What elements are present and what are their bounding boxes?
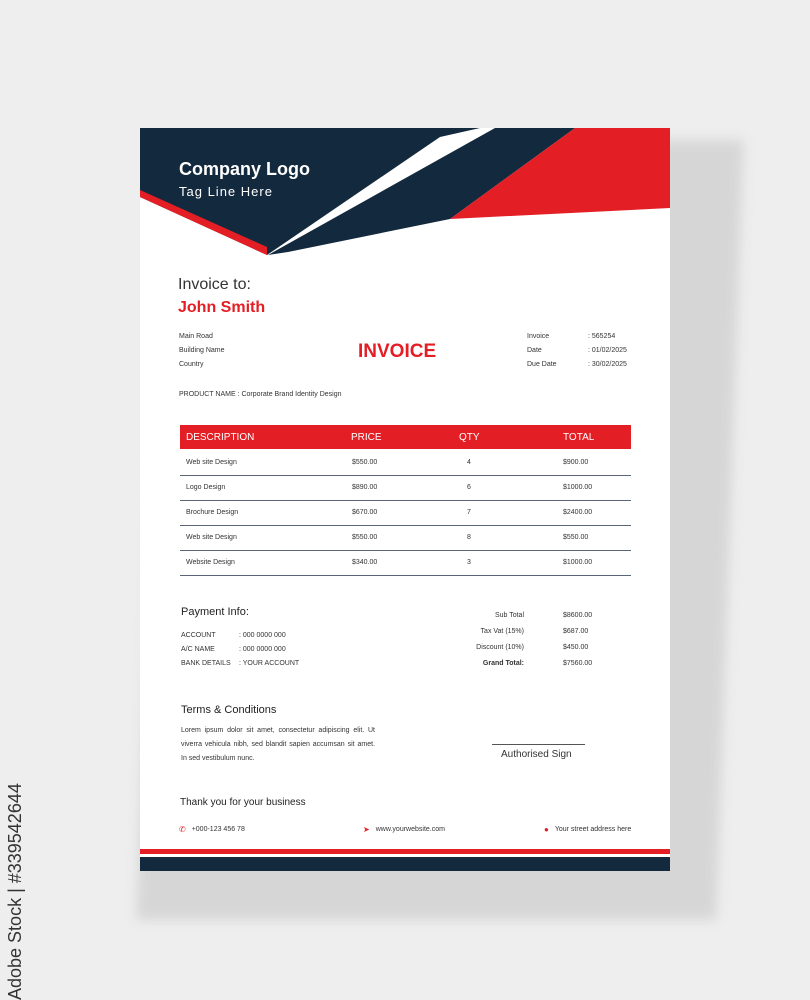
invoice-number-label: Invoice (527, 333, 550, 340)
date-label: Date (527, 347, 542, 354)
ac-name-value: : 000 0000 000 (239, 646, 286, 653)
cell-description: Website Design (186, 559, 235, 566)
footer-navy-band (140, 857, 670, 871)
phone-text: +000-123 456 78 (191, 826, 245, 833)
cell-qty: 8 (467, 534, 471, 541)
product-name: PRODUCT NAME : Corporate Brand Identity Design (179, 391, 342, 398)
terms-body: Lorem ipsum dolor sit amet, consectetur adipiscing elit. Ut viverra vehicula nibh, sed blandit sapien accumsan sit amet. In sed vestibulum nunc. (181, 727, 375, 762)
due-date-value: : 30/02/2025 (588, 361, 627, 368)
cell-description: Brochure Design (186, 509, 239, 516)
table-row (180, 500, 631, 526)
footer-website (363, 825, 445, 834)
address-line: Building Name (179, 347, 225, 354)
terms-title: Terms & Conditions (181, 704, 277, 716)
grand-total-value: $7560.00 (563, 660, 593, 667)
grand-total-label: Grand Total: (482, 660, 524, 667)
invoice-title: INVOICE (358, 341, 437, 362)
cell-price: $890.00 (352, 484, 378, 491)
stock-id-watermark: Adobe Stock | #339542644 (5, 783, 25, 1000)
bank-details-label: BANK DETAILS (181, 660, 231, 667)
address-line: Country (179, 361, 204, 368)
invoice-to-label: Invoice to: (178, 276, 251, 293)
thank-you-note: Thank you for your business (180, 797, 306, 808)
discount-label: Discount (10%) (476, 644, 524, 651)
cell-price: $550.00 (352, 459, 378, 466)
header-description: DESCRIPTION (186, 432, 255, 443)
cell-price: $550.00 (352, 534, 378, 541)
cell-qty: 7 (467, 509, 471, 516)
address-text: Your street address here (554, 826, 632, 833)
company-logo: Company Logo (179, 159, 310, 179)
date-value: : 01/02/2025 (588, 347, 627, 354)
cell-total: $900.00 (563, 459, 589, 466)
due-date-label: Due Date (527, 361, 557, 368)
cell-total: $550.00 (563, 534, 589, 541)
cell-description: Logo Design (186, 484, 226, 491)
location-pin-icon: ● (544, 825, 549, 834)
cell-description: Web site Design (186, 459, 237, 466)
send-icon: ➤ (363, 825, 370, 834)
subtotal-value: $8600.00 (563, 612, 593, 619)
cell-total: $1000.00 (563, 559, 593, 566)
invoice-page (140, 128, 670, 871)
footer-red-band (140, 849, 670, 854)
invoice-number-value: : 565254 (588, 333, 616, 340)
signature-line (492, 744, 585, 745)
cell-description: Web site Design (186, 534, 237, 541)
client-name: John Smith (178, 299, 266, 316)
cell-qty: 4 (467, 459, 471, 466)
cell-qty: 3 (467, 559, 471, 566)
footer-address (544, 825, 631, 834)
table-row (180, 525, 631, 551)
footer-phone (179, 825, 245, 834)
cell-qty: 6 (467, 484, 471, 491)
cell-price: $670.00 (352, 509, 378, 516)
header-price: PRICE (351, 432, 382, 443)
table-row (180, 450, 631, 476)
cell-total: $2400.00 (563, 509, 593, 516)
table-row (180, 550, 631, 576)
header-qty: QTY (459, 432, 480, 443)
tagline: Tag Line Here (179, 184, 273, 199)
account-label: ACCOUNT (181, 632, 216, 639)
tax-label: Tax Vat (15%) (480, 628, 524, 635)
bank-details-value: : YOUR ACCOUNT (239, 660, 300, 667)
account-value: : 000 0000 000 (239, 632, 286, 639)
address-line: Main Road (179, 333, 213, 340)
website-text: www.yourwebsite.com (375, 826, 445, 833)
cell-total: $1000.00 (563, 484, 593, 491)
table-row (180, 475, 631, 501)
payment-info-title: Payment Info: (181, 606, 249, 618)
authorised-sign: Authorised Sign (501, 749, 572, 760)
ac-name-label: A/C NAME (181, 646, 215, 653)
tax-value: $687.00 (563, 628, 589, 635)
discount-value: $450.00 (563, 644, 589, 651)
phone-icon: ✆ (179, 825, 186, 834)
table-header (180, 425, 631, 449)
header-total: TOTAL (563, 432, 595, 443)
cell-price: $340.00 (352, 559, 378, 566)
subtotal-label: Sub Total (494, 612, 524, 619)
